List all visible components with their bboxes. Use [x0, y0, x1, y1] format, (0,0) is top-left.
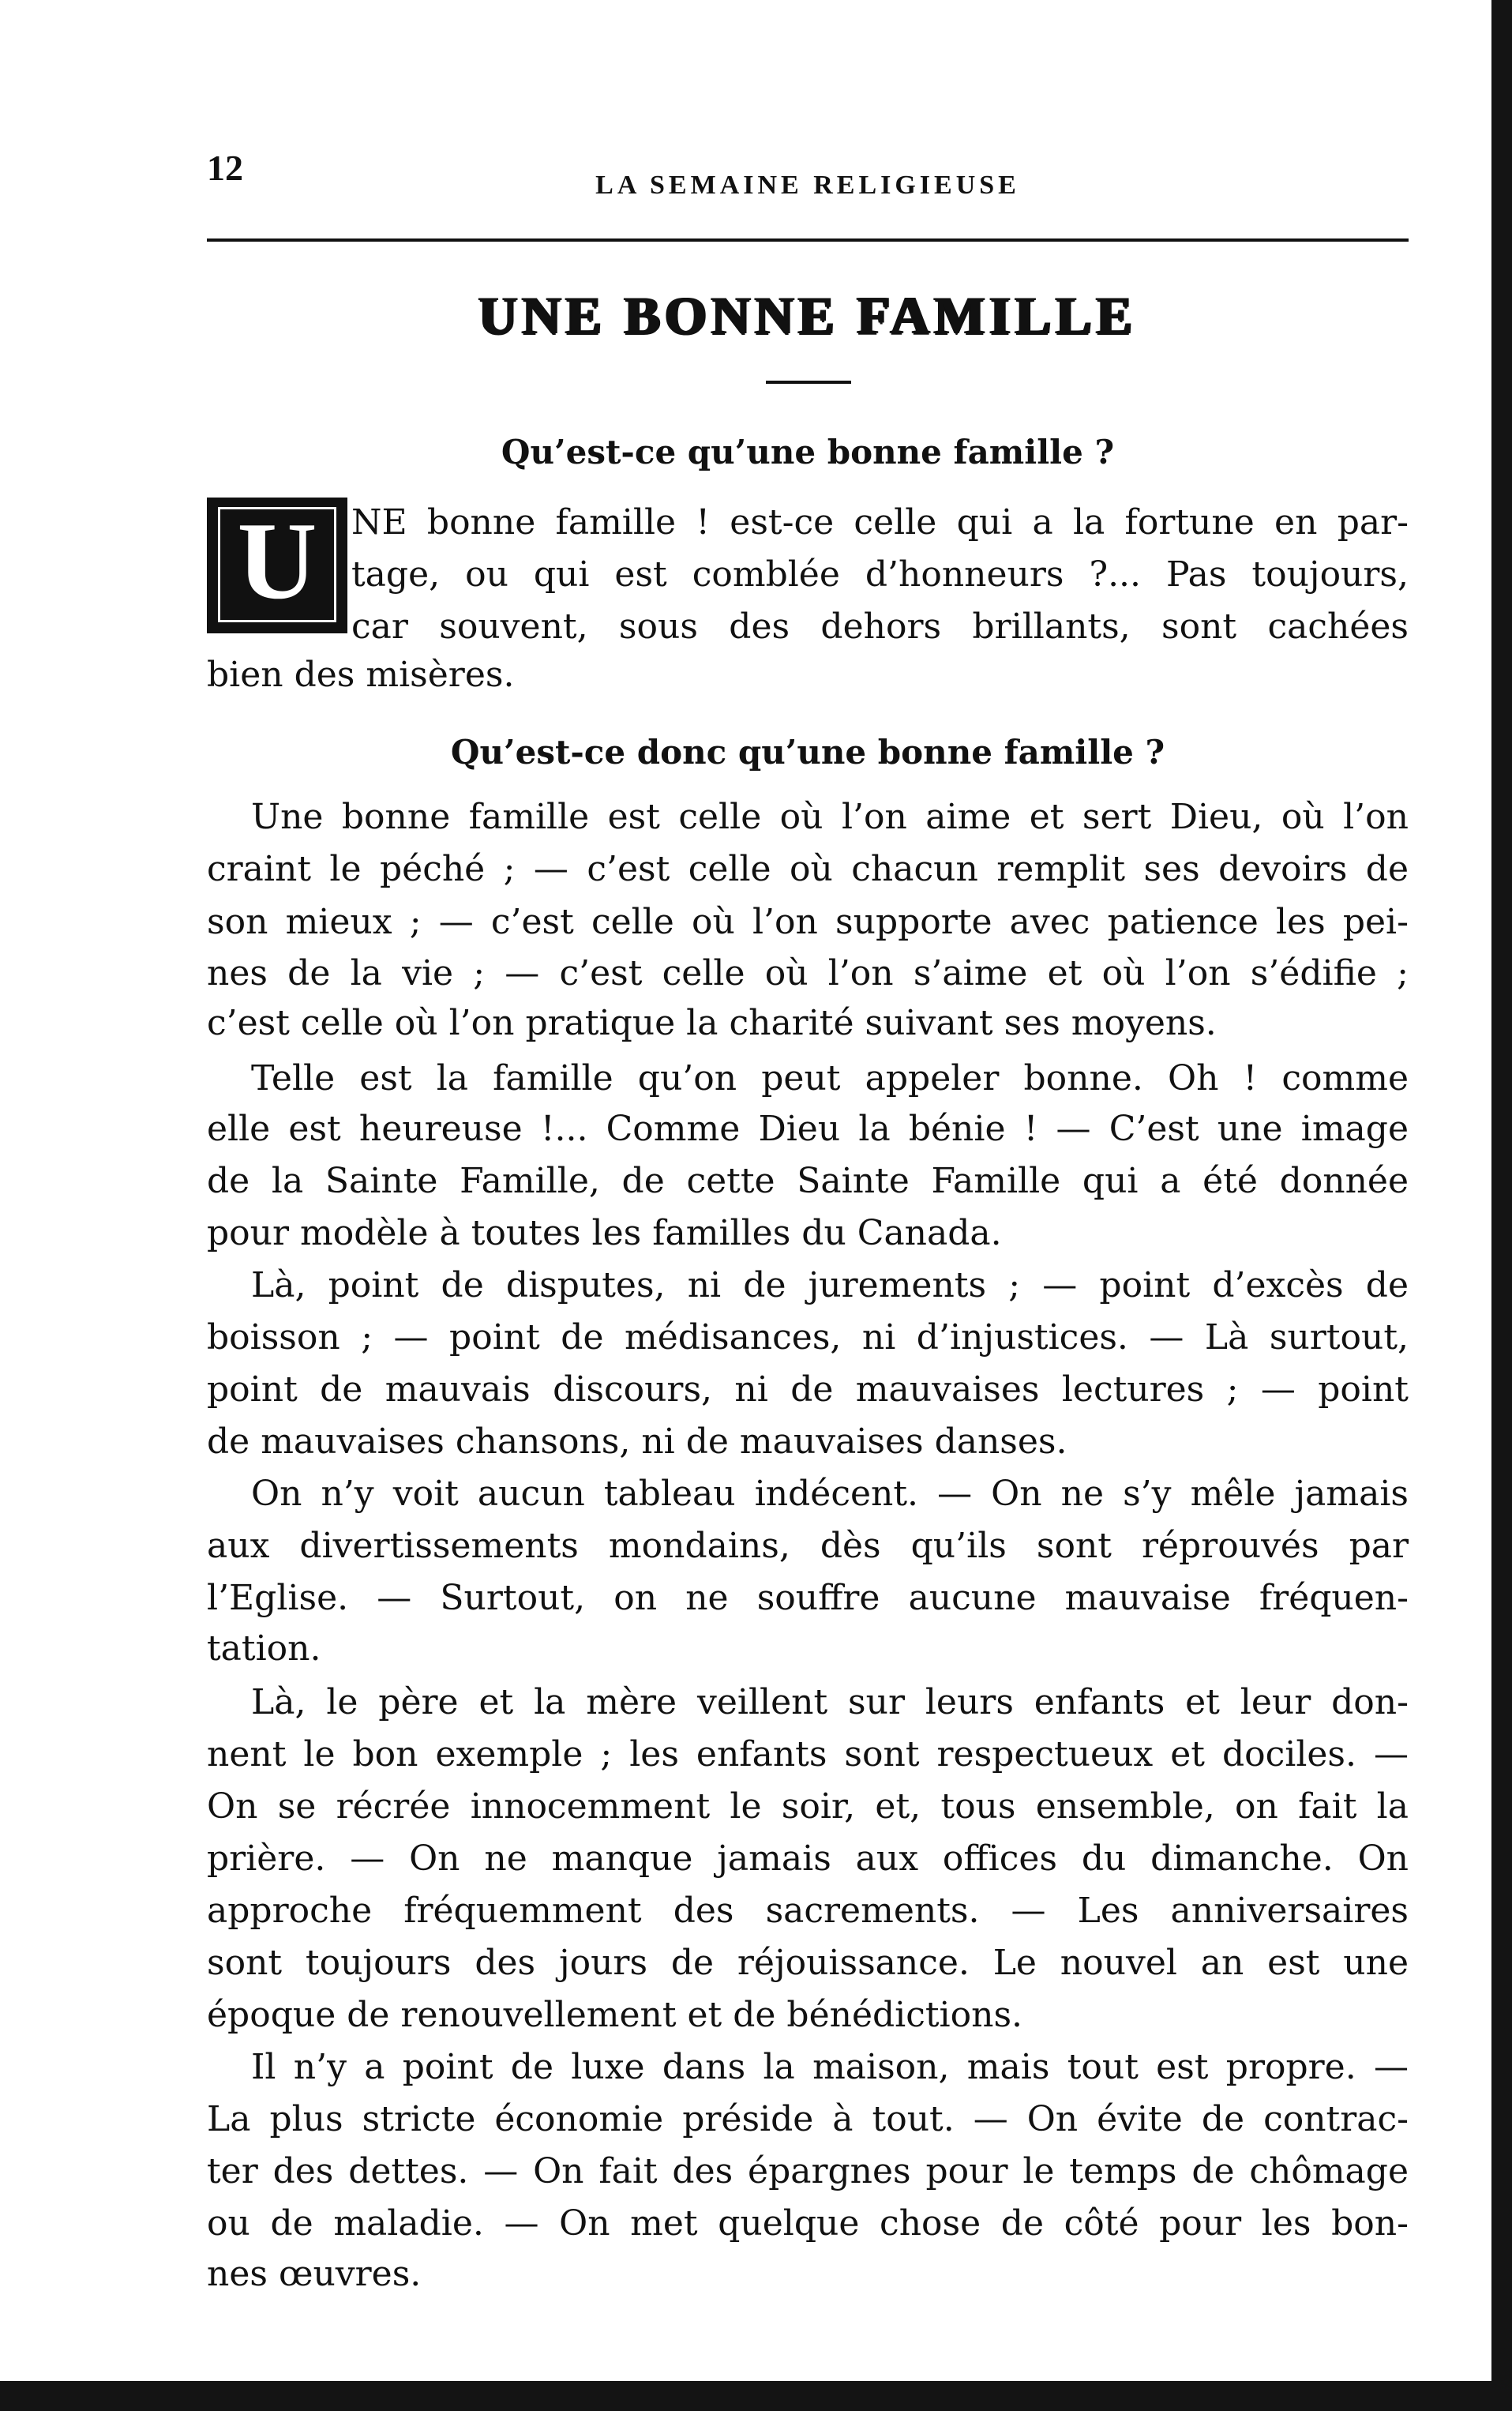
page-edge-bottom	[0, 2381, 1512, 2411]
question-heading-2: Qu’est-ce donc qu’une bonne famille ?	[450, 733, 1165, 772]
text-line: Là, le père et la mère veillent sur leurs enfants et leur don-	[251, 1682, 1409, 1722]
text-line: prière. — On ne manque jamais aux offices du dimanche. On	[207, 1838, 1409, 1879]
text-line: c’est celle où l’on pratique la charité suivant ses moyens.	[207, 1003, 1217, 1043]
text-line: de mauvaises chansons, ni de mauvaises danses.	[207, 1421, 1067, 1462]
text-line: bien des misères.	[207, 655, 515, 695]
page-edge-right	[1491, 0, 1512, 2411]
drop-cap	[207, 498, 347, 633]
text-line: boisson ; — point de médisances, ni d’injustices. — Là surtout,	[207, 1317, 1409, 1358]
text-line: On n’y voit aucun tableau indécent. — On ne s’y mêle jamais	[251, 1474, 1409, 1514]
text-line: tage, ou qui est comblée d’honneurs ?... Pas toujours,	[351, 554, 1409, 595]
text-line: ter des dettes. — On fait des épargnes pour le temps de chômage	[207, 2151, 1409, 2191]
text-line: La plus stricte économie préside à tout. — On évite de contrac-	[207, 2099, 1409, 2139]
question-heading-1: Qu’est-ce qu’une bonne famille ?	[501, 433, 1115, 471]
text-line: sont toujours des jours de réjouissance. Le nouvel an est une	[207, 1943, 1409, 1983]
text-line: aux divertissements mondains, dès qu’ils sont réprouvés par	[207, 1526, 1409, 1566]
header-rule	[207, 238, 1409, 242]
text-line: craint le péché ; — c’est celle où chacun remplit ses devoirs de	[207, 849, 1409, 889]
text-line: nes œuvres.	[207, 2254, 422, 2294]
text-line: On se récrée innocemment le soir, et, tous ensemble, on fait la	[207, 1786, 1409, 1827]
text-line: Telle est la famille qu’on peut appeler bonne. Oh ! comme	[251, 1058, 1409, 1098]
text-line: tation.	[207, 1628, 321, 1669]
text-line: elle est heureuse !... Comme Dieu la bénie ! — C’est une image	[207, 1109, 1409, 1149]
article-title: UNE BONNE FAMILLE	[478, 285, 1137, 345]
text-line: Il n’y a point de luxe dans la maison, mais tout est propre. —	[251, 2047, 1409, 2087]
text-line: l’Eglise. — Surtout, on ne souffre aucune mauvaise fréquen-	[207, 1578, 1409, 1618]
text-line: Là, point de disputes, ni de jurements ; — point d’excès de	[251, 1265, 1409, 1305]
text-line: nent le bon exemple ; les enfants sont respectueux et dociles. —	[207, 1734, 1409, 1774]
text-line: ou de maladie. — On met quelque chose de côté pour les bon-	[207, 2203, 1409, 2244]
title-rule	[766, 381, 851, 384]
text-line: époque de renouvellement et de bénédictions.	[207, 1995, 1023, 2035]
text-line: car souvent, sous des dehors brillants, sont cachées	[351, 607, 1409, 647]
text-line: NE bonne famille ! est-ce celle qui a la fortune en par-	[351, 502, 1409, 543]
running-title: LA SEMAINE RELIGIEUSE	[595, 171, 1020, 200]
text-line: approche fréquemment des sacrements. — Les anniversaires	[207, 1891, 1409, 1931]
text-line: point de mauvais discours, ni de mauvaises lectures ; — point	[207, 1369, 1409, 1410]
text-line: de la Sainte Famille, de cette Sainte Famille qui a été donnée	[207, 1161, 1409, 1201]
drop-cap-letter: U	[237, 500, 317, 622]
page-header	[207, 147, 1409, 210]
text-line: son mieux ; — c’est celle où l’on supporte avec patience les pei-	[207, 902, 1409, 942]
text-line: nes de la vie ; — c’est celle où l’on s’aime et où l’on s’édifie ;	[207, 953, 1409, 993]
page-number: 12	[207, 148, 243, 188]
text-line: pour modèle à toutes les familles du Canada.	[207, 1213, 1002, 1253]
text-line: Une bonne famille est celle où l’on aime et sert Dieu, où l’on	[251, 797, 1409, 837]
